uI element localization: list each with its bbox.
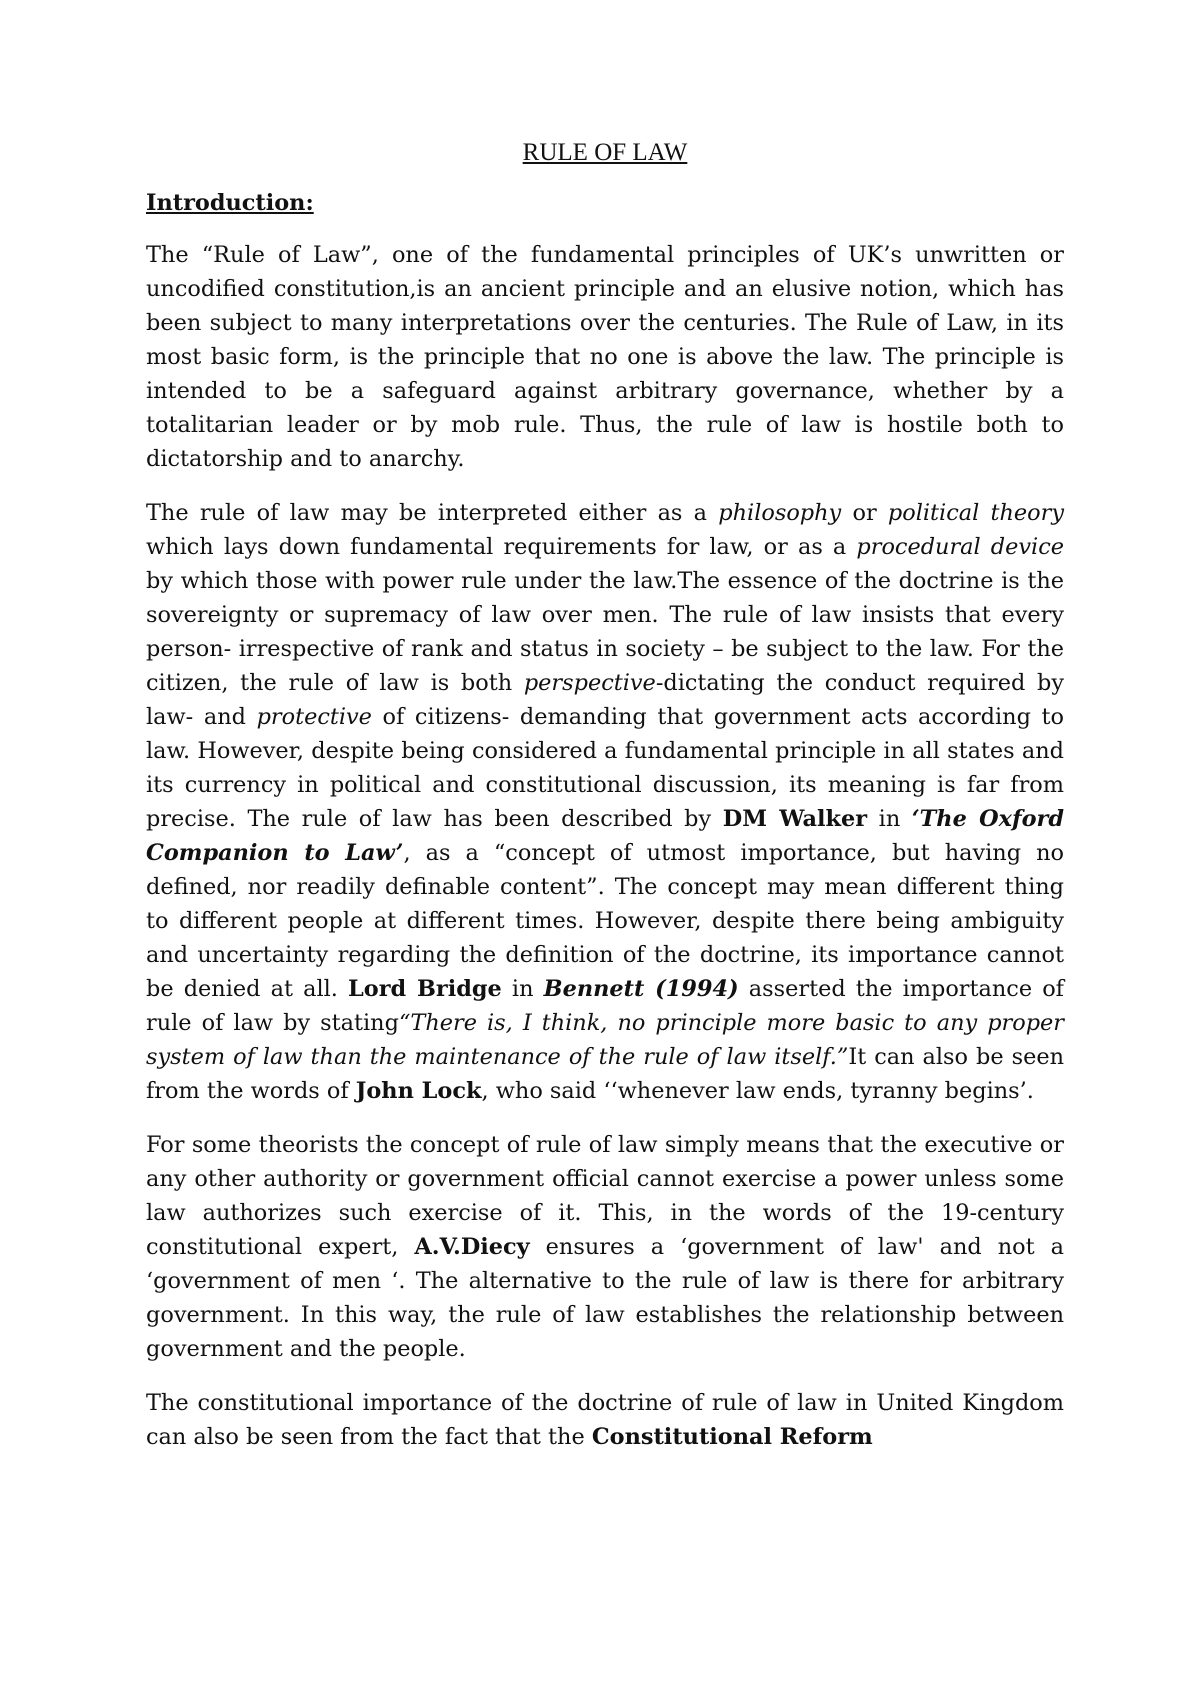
text-run: -dictating the conduct required by law- and bbox=[146, 670, 1064, 730]
italic-run: procedural device bbox=[856, 534, 1064, 560]
italic-run: political theory bbox=[887, 500, 1065, 526]
paragraph-4 bbox=[146, 1386, 1064, 1454]
section-heading: Introduction: bbox=[146, 190, 314, 216]
bold-run: A.V.Diecy bbox=[414, 1234, 530, 1260]
document-title: RULE OF LAW bbox=[522, 139, 688, 166]
text-run: of citizens- demanding that government acts according to law. However, despite being considered a fundamental principle in all states and its currency in political and constitutional discussion, its meaning is far from precise. The rule of law has been described by bbox=[146, 704, 1064, 832]
bold-run: Constitutional Reform bbox=[591, 1424, 873, 1450]
text-run: ensures a ‘government of law' and not a ‘government of men ‘. The alternative to the rule of law is there for arbitrary government. In this way, the rule of law establishes the relationship between government and the people. bbox=[146, 1234, 1064, 1362]
text-run: , who said ‘‘whenever law ends, tyranny begins’. bbox=[481, 1078, 1034, 1104]
bold-run: Lord Bridge bbox=[348, 976, 502, 1002]
italic-run: “There is, I think, no principle more basic to any proper system of law than the maintenance of the rule of law itself.” bbox=[146, 1010, 1064, 1070]
text-run: which lays down fundamental requirements for law, or as a bbox=[146, 534, 857, 560]
text-run: asserted the importance of rule of law by stating bbox=[146, 976, 1064, 1036]
italic-run: protective bbox=[256, 704, 372, 730]
text-run: by which those with power rule under the law.The essence of the doctrine is the sovereignty or supremacy of law over men. The rule of law insists that every person- irrespective of rank and status in society – be subject to the law. For the citizen, the rule of law is both bbox=[146, 568, 1064, 696]
text-run: For some theorists the concept of rule of law simply means that the executive or any other authority or government official cannot exercise a power unless some law authorizes such exercise of it. This, in the words of the 19-century constitutional expert, bbox=[146, 1132, 1064, 1260]
italic-run: perspective bbox=[523, 670, 656, 696]
text-run: The rule of law may be interpreted either as a bbox=[146, 500, 719, 526]
document-page bbox=[146, 136, 1064, 1474]
text-run: or bbox=[841, 500, 888, 526]
bold-run: DM Walker bbox=[722, 806, 868, 832]
italic-run: philosophy bbox=[718, 500, 842, 526]
text-run: in bbox=[501, 976, 544, 1002]
text-run: The constitutional importance of the doctrine of rule of law in United Kingdom can also be seen from the fact that the bbox=[146, 1390, 1064, 1450]
bold-italic-run: Bennett (1994) bbox=[543, 976, 739, 1002]
text-run: in bbox=[867, 806, 912, 832]
bold-italic-run: ‘The Oxford Companion to Law’ bbox=[146, 806, 1064, 866]
bold-run: John Lock bbox=[355, 1078, 482, 1104]
paragraph-3 bbox=[146, 1128, 1064, 1366]
text-run: It can also be seen from the words of bbox=[146, 1044, 1064, 1104]
paragraph-1: The “Rule of Law”, one of the fundamental principles of UK’s unwritten or uncodified constitution,is an ancient principle and an elusive notion, which has been subject to many interpretations over the centuries. The Rule of Law, in its most basic form, is the principle that no one is above the law. The principle is intended to be a safeguard against arbitrary governance, whether by a totalitarian leader or by mob rule. Thus, the rule of law is hostile both to dictatorship and to anarchy. bbox=[146, 242, 1064, 472]
text-run: , as a “concept of utmost importance, but having no defined, nor readily definable content”. The concept may mean different thing to different people at different times. However, despite there being ambiguity and uncertainty regarding the definition of the doctrine, its importance cannot be denied at all. bbox=[146, 840, 1064, 1002]
paragraph-2 bbox=[146, 496, 1064, 1108]
